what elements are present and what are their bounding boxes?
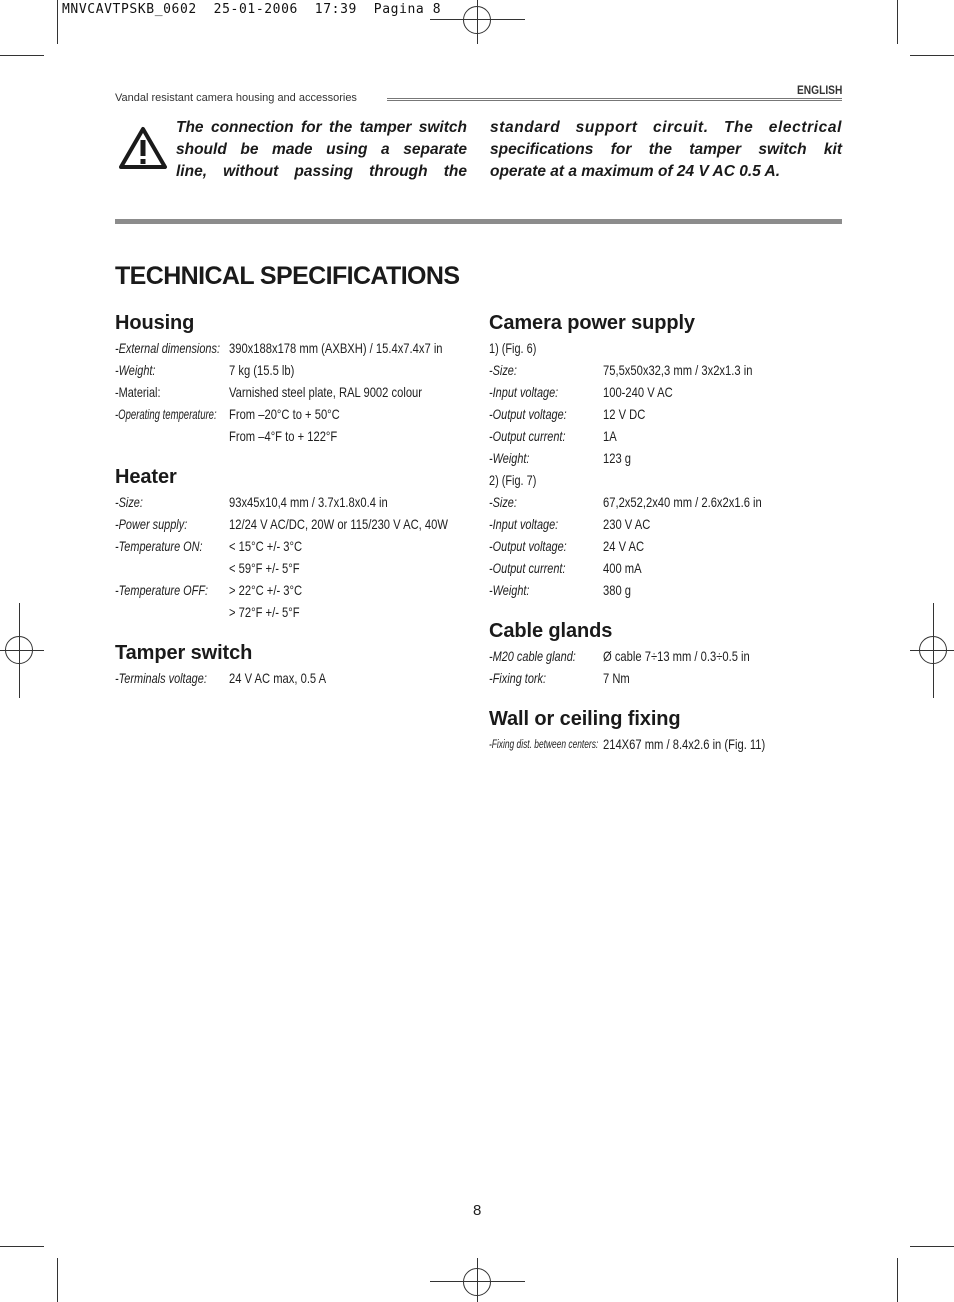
header-rule (387, 98, 842, 101)
spec-label: -Power supply: (115, 516, 188, 532)
spec-row (489, 381, 839, 403)
spec-row (115, 359, 475, 381)
spec-value: 214X67 mm / 8.4x2.6 in (Fig. 11) (603, 736, 766, 752)
warning-line: operate at a maximum of 24 V AC 0.5 A. (490, 163, 781, 180)
spec-row (489, 469, 839, 491)
spec-value: From –20°C to + 50°C (229, 406, 340, 422)
warning-text-right (490, 117, 842, 183)
spec-row (489, 359, 839, 381)
spec-value: > 72°F +/- 5°F (229, 604, 300, 620)
spec-value: 7 kg (15.5 lb) (229, 362, 295, 378)
spec-row (115, 381, 475, 403)
spec-label: -Size: (115, 494, 143, 510)
spec-label: -Size: (489, 494, 517, 510)
crop-mark (0, 1246, 44, 1247)
spec-row (489, 425, 839, 447)
spec-label: 2) (Fig. 7) (489, 472, 537, 488)
spec-value: 7 Nm (603, 670, 630, 686)
spec-row (489, 557, 839, 579)
spec-value: 75,5x50x32,3 mm / 3x2x1.3 in (603, 362, 753, 378)
spec-value: 380 g (603, 582, 632, 598)
spec-label: -Output current: (489, 560, 566, 576)
spec-label: -Size: (489, 362, 517, 378)
spec-value: 390x188x178 mm (AXBXH) / 15.4x7.4x7 in (229, 340, 443, 356)
spec-row (115, 667, 475, 689)
spec-label: -Input voltage: (489, 516, 559, 532)
printer-slug: MNVCAVTPSKB_0602 25-01-2006 17:39 Pagina 8 (62, 2, 442, 17)
section-divider (115, 219, 842, 224)
spec-label: -Terminals voltage: (115, 670, 207, 686)
spec-label: -Weight: (489, 450, 530, 466)
crop-mark (897, 1258, 898, 1302)
spec-row (115, 579, 475, 601)
spec-row (489, 403, 839, 425)
spec-label: -Output voltage: (489, 406, 567, 422)
spec-value: 123 g (603, 450, 632, 466)
spec-label: 1) (Fig. 6) (489, 340, 537, 356)
section-title-wall-fixing: Wall or ceiling fixing (489, 708, 681, 730)
spec-value: > 22°C +/- 3°C (229, 582, 303, 598)
spec-row (115, 403, 475, 425)
language-label: ENGLISH (796, 83, 842, 97)
spec-row (489, 667, 839, 689)
spec-value: 24 V AC (603, 538, 645, 554)
warning-triangle-icon (118, 126, 168, 170)
spec-label: -M20 cable gland: (489, 648, 576, 664)
running-title: Vandal resistant camera housing and accessories (115, 92, 357, 104)
page-number: 8 (473, 1202, 482, 1219)
spec-value: < 59°F +/- 5°F (229, 560, 300, 576)
spec-row (115, 337, 475, 359)
crop-mark (910, 55, 954, 56)
spec-label: -Output voltage: (489, 538, 567, 554)
spec-label: -Fixing dist. between centers: (489, 737, 599, 751)
spec-value: 1A (603, 428, 617, 444)
spec-label: -Weight: (115, 362, 156, 378)
spec-value: 230 V AC (603, 516, 651, 532)
crop-mark (57, 0, 58, 44)
spec-row (115, 491, 475, 513)
crop-mark (57, 1258, 58, 1302)
spec-row (489, 535, 839, 557)
warning-text-left (176, 117, 467, 183)
warning-line: specifications for the tamper switch kit (490, 141, 842, 158)
spec-row (115, 557, 475, 579)
crop-mark (897, 0, 898, 44)
crop-mark (910, 1246, 954, 1247)
spec-row (489, 645, 839, 667)
spec-label: -Fixing tork: (489, 670, 547, 686)
spec-value: 100-240 V AC (603, 384, 673, 400)
spec-row (115, 535, 475, 557)
spec-value: 12 V DC (603, 406, 646, 422)
spec-value: 93x45x10,4 mm / 3.7x1.8x0.4 in (229, 494, 388, 510)
spec-row (489, 513, 839, 535)
spec-row (489, 579, 839, 601)
section-title-heater: Heater (115, 466, 177, 488)
warning-line: The connection for the tamper switch (176, 119, 467, 136)
spec-row (115, 601, 475, 623)
spec-label: -Material: (115, 384, 161, 400)
spec-value: Varnished steel plate, RAL 9002 colour (229, 384, 423, 400)
spec-label: -Operating temperature: (115, 406, 217, 422)
spec-label: -Temperature OFF: (115, 582, 209, 598)
page-title: TECHNICAL SPECIFICATIONS (115, 262, 460, 290)
spec-row (115, 513, 475, 535)
spec-value: Ø cable 7÷13 mm / 0.3÷0.5 in (603, 648, 750, 664)
spec-label: -Weight: (489, 582, 530, 598)
warning-line: standard support circuit. The electrical (490, 119, 842, 136)
section-title-tamper: Tamper switch (115, 642, 253, 664)
warning-line: should be made using a separate (176, 141, 467, 158)
spec-row (489, 733, 839, 755)
crop-mark (0, 55, 44, 56)
spec-value: 24 V AC max, 0.5 A (229, 670, 327, 686)
spec-row (489, 337, 839, 359)
warning-line: line, without passing through the (176, 163, 467, 180)
spec-label: -Input voltage: (489, 384, 559, 400)
spec-value: 12/24 V AC/DC, 20W or 115/230 V AC, 40W (229, 516, 448, 532)
section-title-camera-power: Camera power supply (489, 312, 695, 334)
spec-label: -External dimensions: (115, 340, 221, 356)
spec-value: < 15°C +/- 3°C (229, 538, 303, 554)
spec-value: From –4°F to + 122°F (229, 428, 338, 444)
spec-row (489, 491, 839, 513)
spec-row (489, 447, 839, 469)
spec-value: 67,2x52,2x40 mm / 2.6x2x1.6 in (603, 494, 762, 510)
spec-label: -Temperature ON: (115, 538, 203, 554)
section-title-housing: Housing (115, 312, 195, 334)
spec-label: -Output current: (489, 428, 566, 444)
spec-row (115, 425, 475, 447)
spec-value: 400 mA (603, 560, 642, 576)
section-title-cable-glands: Cable glands (489, 620, 613, 642)
